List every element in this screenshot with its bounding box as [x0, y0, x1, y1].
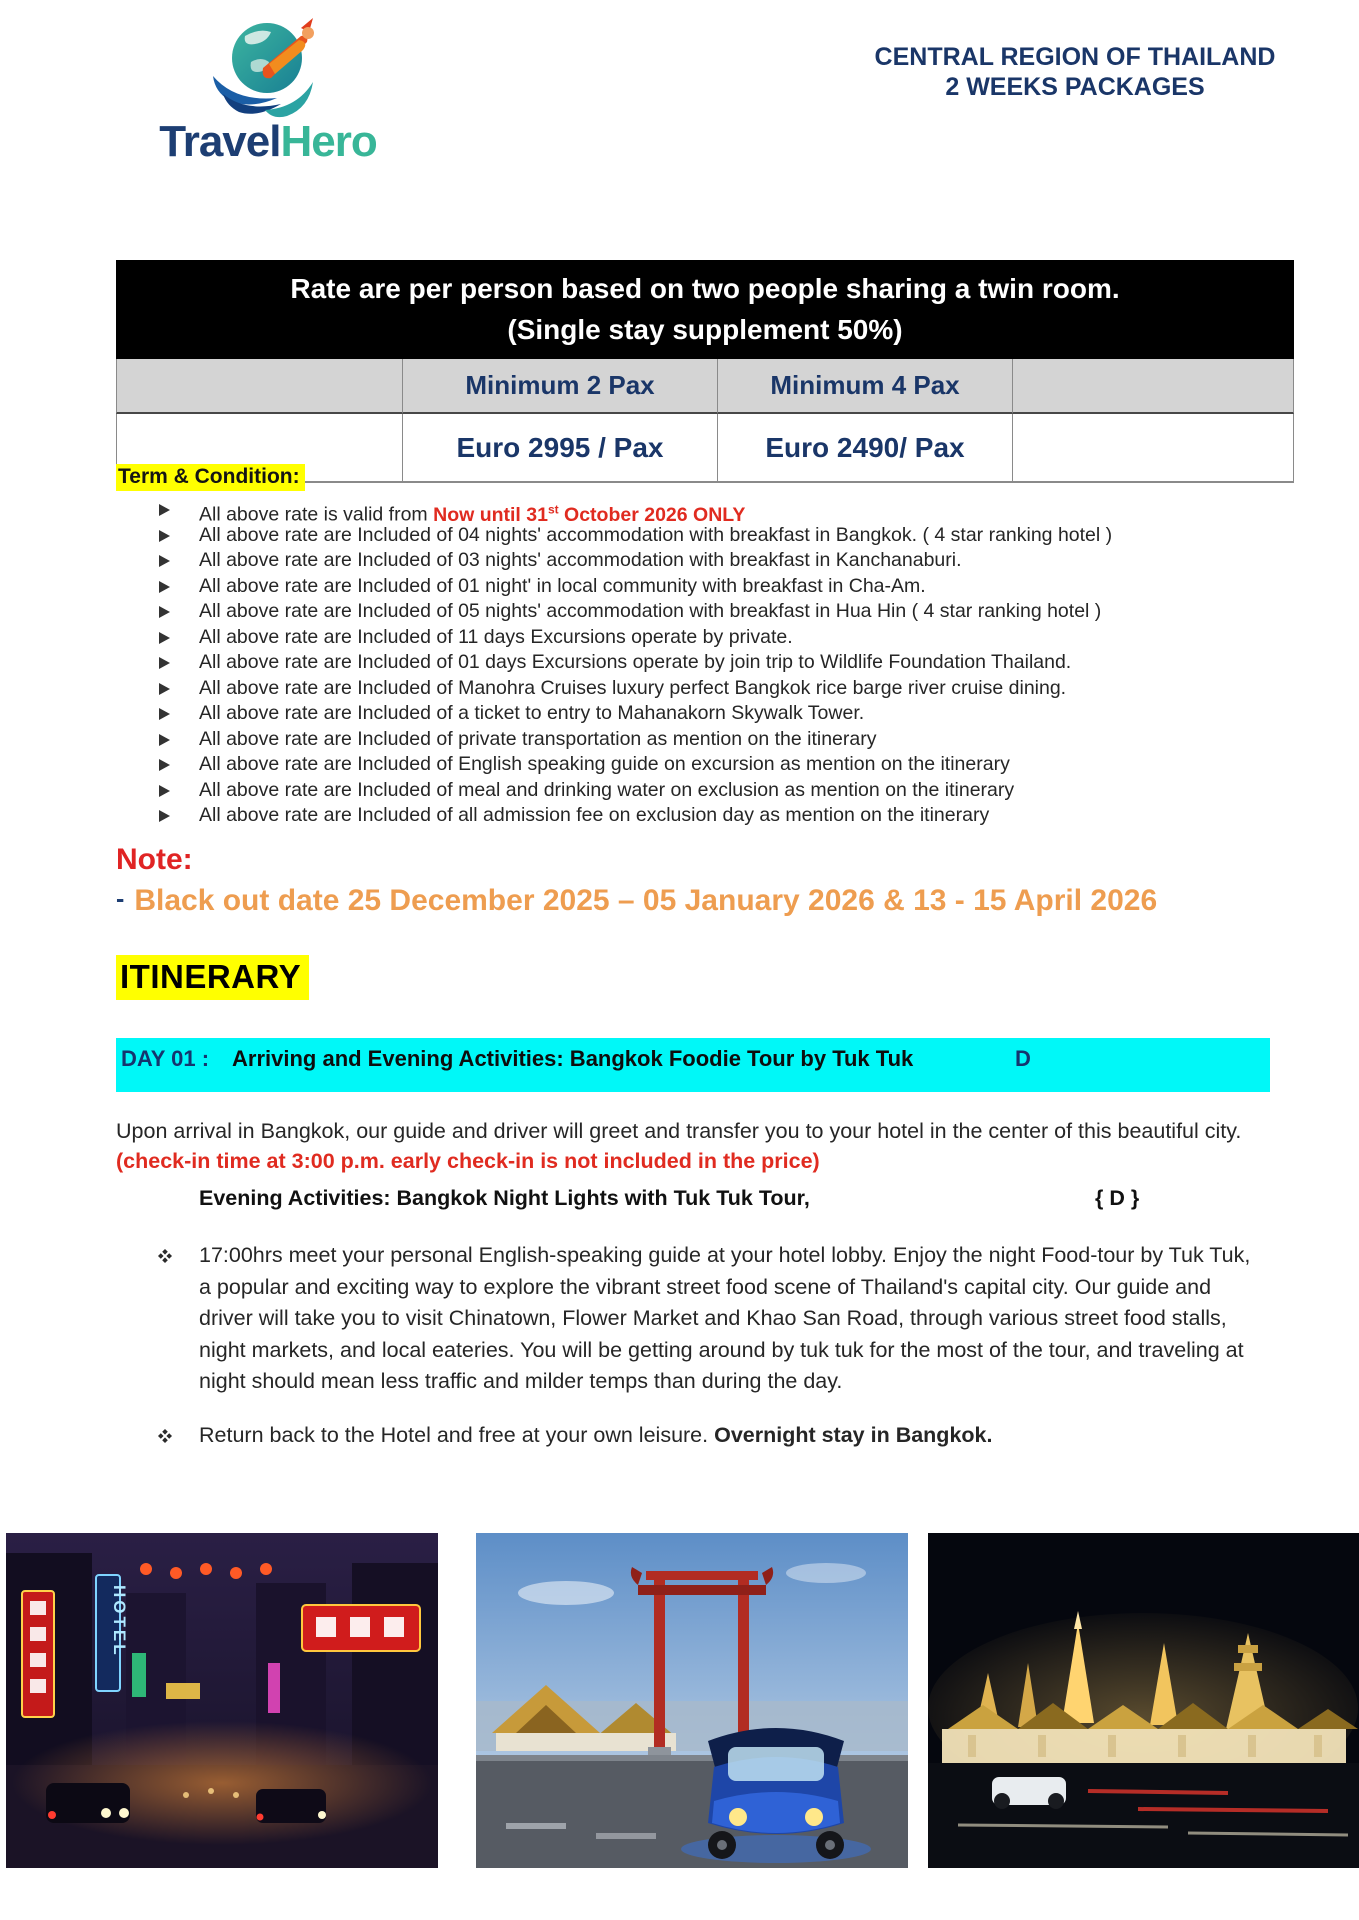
- arrow-bullet-icon: [159, 759, 170, 771]
- svg-text:HOTEL: HOTEL: [110, 1585, 129, 1658]
- term-item: [116, 650, 1112, 676]
- rate-header-empty-cell: [116, 359, 403, 414]
- evening-activities-title: Evening Activities: Bangkok Night Lights with Tuk Tuk Tour,: [199, 1186, 810, 1210]
- travelhero-logo: [118, 6, 418, 164]
- photo-giant-swing-tuk-tuk: [476, 1533, 908, 1868]
- terms-heading: Term & Condition:: [116, 464, 305, 491]
- term-text: All above rate are Included of 11 days Excursions operate by private.: [199, 625, 793, 648]
- term-text: All above rate are Included of English speaking guide on excursion as mention on the itinerary: [199, 753, 1010, 775]
- term-item: [116, 701, 1112, 727]
- document-title-line2: 2 WEEKS PACKAGES: [945, 73, 1205, 101]
- term-text: All above rate is valid from Now until 31st October 2026 ONLY: [199, 502, 746, 526]
- day1-intro-paragraph: Upon arrival in Bangkok, our guide and driver will greet and transfer you to your hotel in the center of this beautiful city. (check-in time at 3:00 p.m. early check-in is not included in the price): [116, 1118, 1242, 1173]
- diamond-bullet-icon: [158, 1249, 172, 1263]
- arrow-bullet-icon: [159, 810, 170, 822]
- arrow-bullet-icon: [159, 581, 170, 593]
- rate-header-min4pax: Minimum 4 Pax: [718, 359, 1013, 414]
- evening-activities-row: [116, 1186, 1290, 1216]
- term-text: All above rate are Included of 01 night' in local community with breakfast in Cha-Am.: [199, 574, 926, 597]
- term-item: [116, 803, 1112, 829]
- wordmark-travel: Travel: [159, 117, 281, 166]
- arrow-bullet-icon: [159, 683, 170, 695]
- blackout-dash-bullet: -: [116, 885, 125, 913]
- terms-list: [116, 497, 1112, 829]
- travelhero-wordmark: [118, 117, 418, 166]
- day1-activity-list: [116, 1240, 1259, 1451]
- blackout-text: Black out date 25 December 2025 – 05 January 2026 & 13 - 15 April 2026: [134, 884, 1158, 917]
- term-validity-red-text: Now until 31st October 2026 ONLY: [433, 502, 746, 526]
- rate-header-min2pax: Minimum 2 Pax: [403, 359, 718, 414]
- wordmark-hero: Hero: [280, 117, 377, 166]
- photo-bangkok-chinatown-night: [6, 1533, 438, 1868]
- term-item: [116, 625, 1112, 651]
- rate-price-min2pax: Euro 2995 / Pax: [403, 414, 718, 483]
- rate-price-empty-cell-right: [1013, 414, 1294, 483]
- term-item: [116, 523, 1112, 549]
- term-text: All above rate are Included of meal and drinking water on exclusion as mention on the itinerary: [199, 778, 1015, 801]
- term-text: All above rate are Included of private transportation as mention on the itinerary: [199, 727, 877, 750]
- day1-label: DAY 01 :: [121, 1046, 210, 1071]
- term-item: [116, 727, 1112, 753]
- arrow-bullet-icon: [159, 734, 170, 746]
- term-text: All above rate are Included of 04 nights' accommodation with breakfast in Bangkok. ( 4 star ranking hotel ): [199, 523, 1113, 546]
- arrow-bullet-icon: [159, 606, 170, 618]
- diamond-bullet-icon: [158, 1429, 172, 1443]
- rate-price-min4pax: Euro 2490/ Pax: [718, 414, 1013, 483]
- evening-meal-code: { D }: [1095, 1186, 1140, 1210]
- activity-text: Return back to the Hotel and free at your own leisure. Overnight stay in Bangkok.: [199, 1422, 993, 1447]
- term-item: [116, 778, 1112, 804]
- arrow-bullet-icon: [159, 504, 170, 516]
- activity-text: 17:00hrs meet your personal English-speaking guide at your hotel lobby. Enjoy the night Food-tour by Tuk Tuk, a popular and exciting way to explore the vibrant street food scene of Thailand's capital city. Our guide and driver will take you to visit Chinatown, Flower Market and Khao San Road, through various street food stalls, night markets, and local eateries. You will be getting around by tuk tuk for the most of the tour, and traveling at night should mean less traffic and milder temps than during the day.: [199, 1243, 1251, 1393]
- arrow-bullet-icon: [159, 530, 170, 542]
- arrow-bullet-icon: [159, 555, 170, 567]
- rate-banner-line2: (Single stay supplement 50%): [507, 314, 903, 345]
- itinerary-heading: ITINERARY: [116, 955, 309, 1000]
- term-item: [116, 599, 1112, 625]
- term-item: [116, 676, 1112, 702]
- checkin-notice-red-text: (check-in time at 3:00 p.m. early check-in is not included in the price): [116, 1148, 820, 1173]
- term-text: All above rate are Included of 05 nights' accommodation with breakfast in Hua Hin ( 4 star ranking hotel ): [199, 600, 1102, 622]
- overnight-stay-bold-text: Overnight stay in Bangkok.: [714, 1422, 993, 1447]
- activity-item: [116, 1240, 1259, 1398]
- term-item: [116, 497, 1112, 526]
- rate-table: [116, 260, 1294, 483]
- arrow-bullet-icon: [159, 708, 170, 720]
- rate-table-header-row: [116, 359, 1294, 414]
- term-item: [116, 548, 1112, 574]
- rate-header-empty-cell-right: [1013, 359, 1294, 414]
- rate-banner-line1: Rate are per person based on two people sharing a twin room.: [290, 273, 1120, 304]
- term-text: All above rate are Included of 01 days Excursions operate by join trip to Wildlife Foundation Thailand.: [199, 651, 1072, 673]
- document-title: [858, 42, 1292, 102]
- note-heading: Note:: [116, 843, 193, 876]
- day1-title: Arriving and Evening Activities: Bangkok Foodie Tour by Tuk Tuk: [232, 1046, 914, 1071]
- term-text: All above rate are Included of a ticket to entry to Mahanakorn Skywalk Tower.: [199, 702, 865, 724]
- term-text: All above rate are Included of Manohra Cruises luxury perfect Bangkok rice barge river cruise dining.: [199, 676, 1067, 699]
- travelhero-globe-hero-icon: [205, 6, 331, 124]
- document-title-line1: CENTRAL REGION OF THAILAND: [874, 43, 1276, 71]
- arrow-bullet-icon: [159, 785, 170, 797]
- activity-item: [116, 1420, 1259, 1452]
- term-text: All above rate are Included of 03 nights' accommodation with breakfast in Kanchanaburi.: [199, 549, 962, 571]
- term-item: [116, 574, 1112, 600]
- photo-grand-palace-night: [928, 1533, 1359, 1868]
- blackout-date-line: [116, 884, 1157, 918]
- rate-banner: [116, 260, 1294, 359]
- day1-header-bar: [116, 1038, 1270, 1092]
- arrow-bullet-icon: [159, 632, 170, 644]
- arrow-bullet-icon: [159, 657, 170, 669]
- term-item: [116, 752, 1112, 778]
- day1-meal-code: D: [1015, 1046, 1031, 1071]
- term-text: All above rate are Included of all admission fee on exclusion day as mention on the itinerary: [199, 804, 990, 826]
